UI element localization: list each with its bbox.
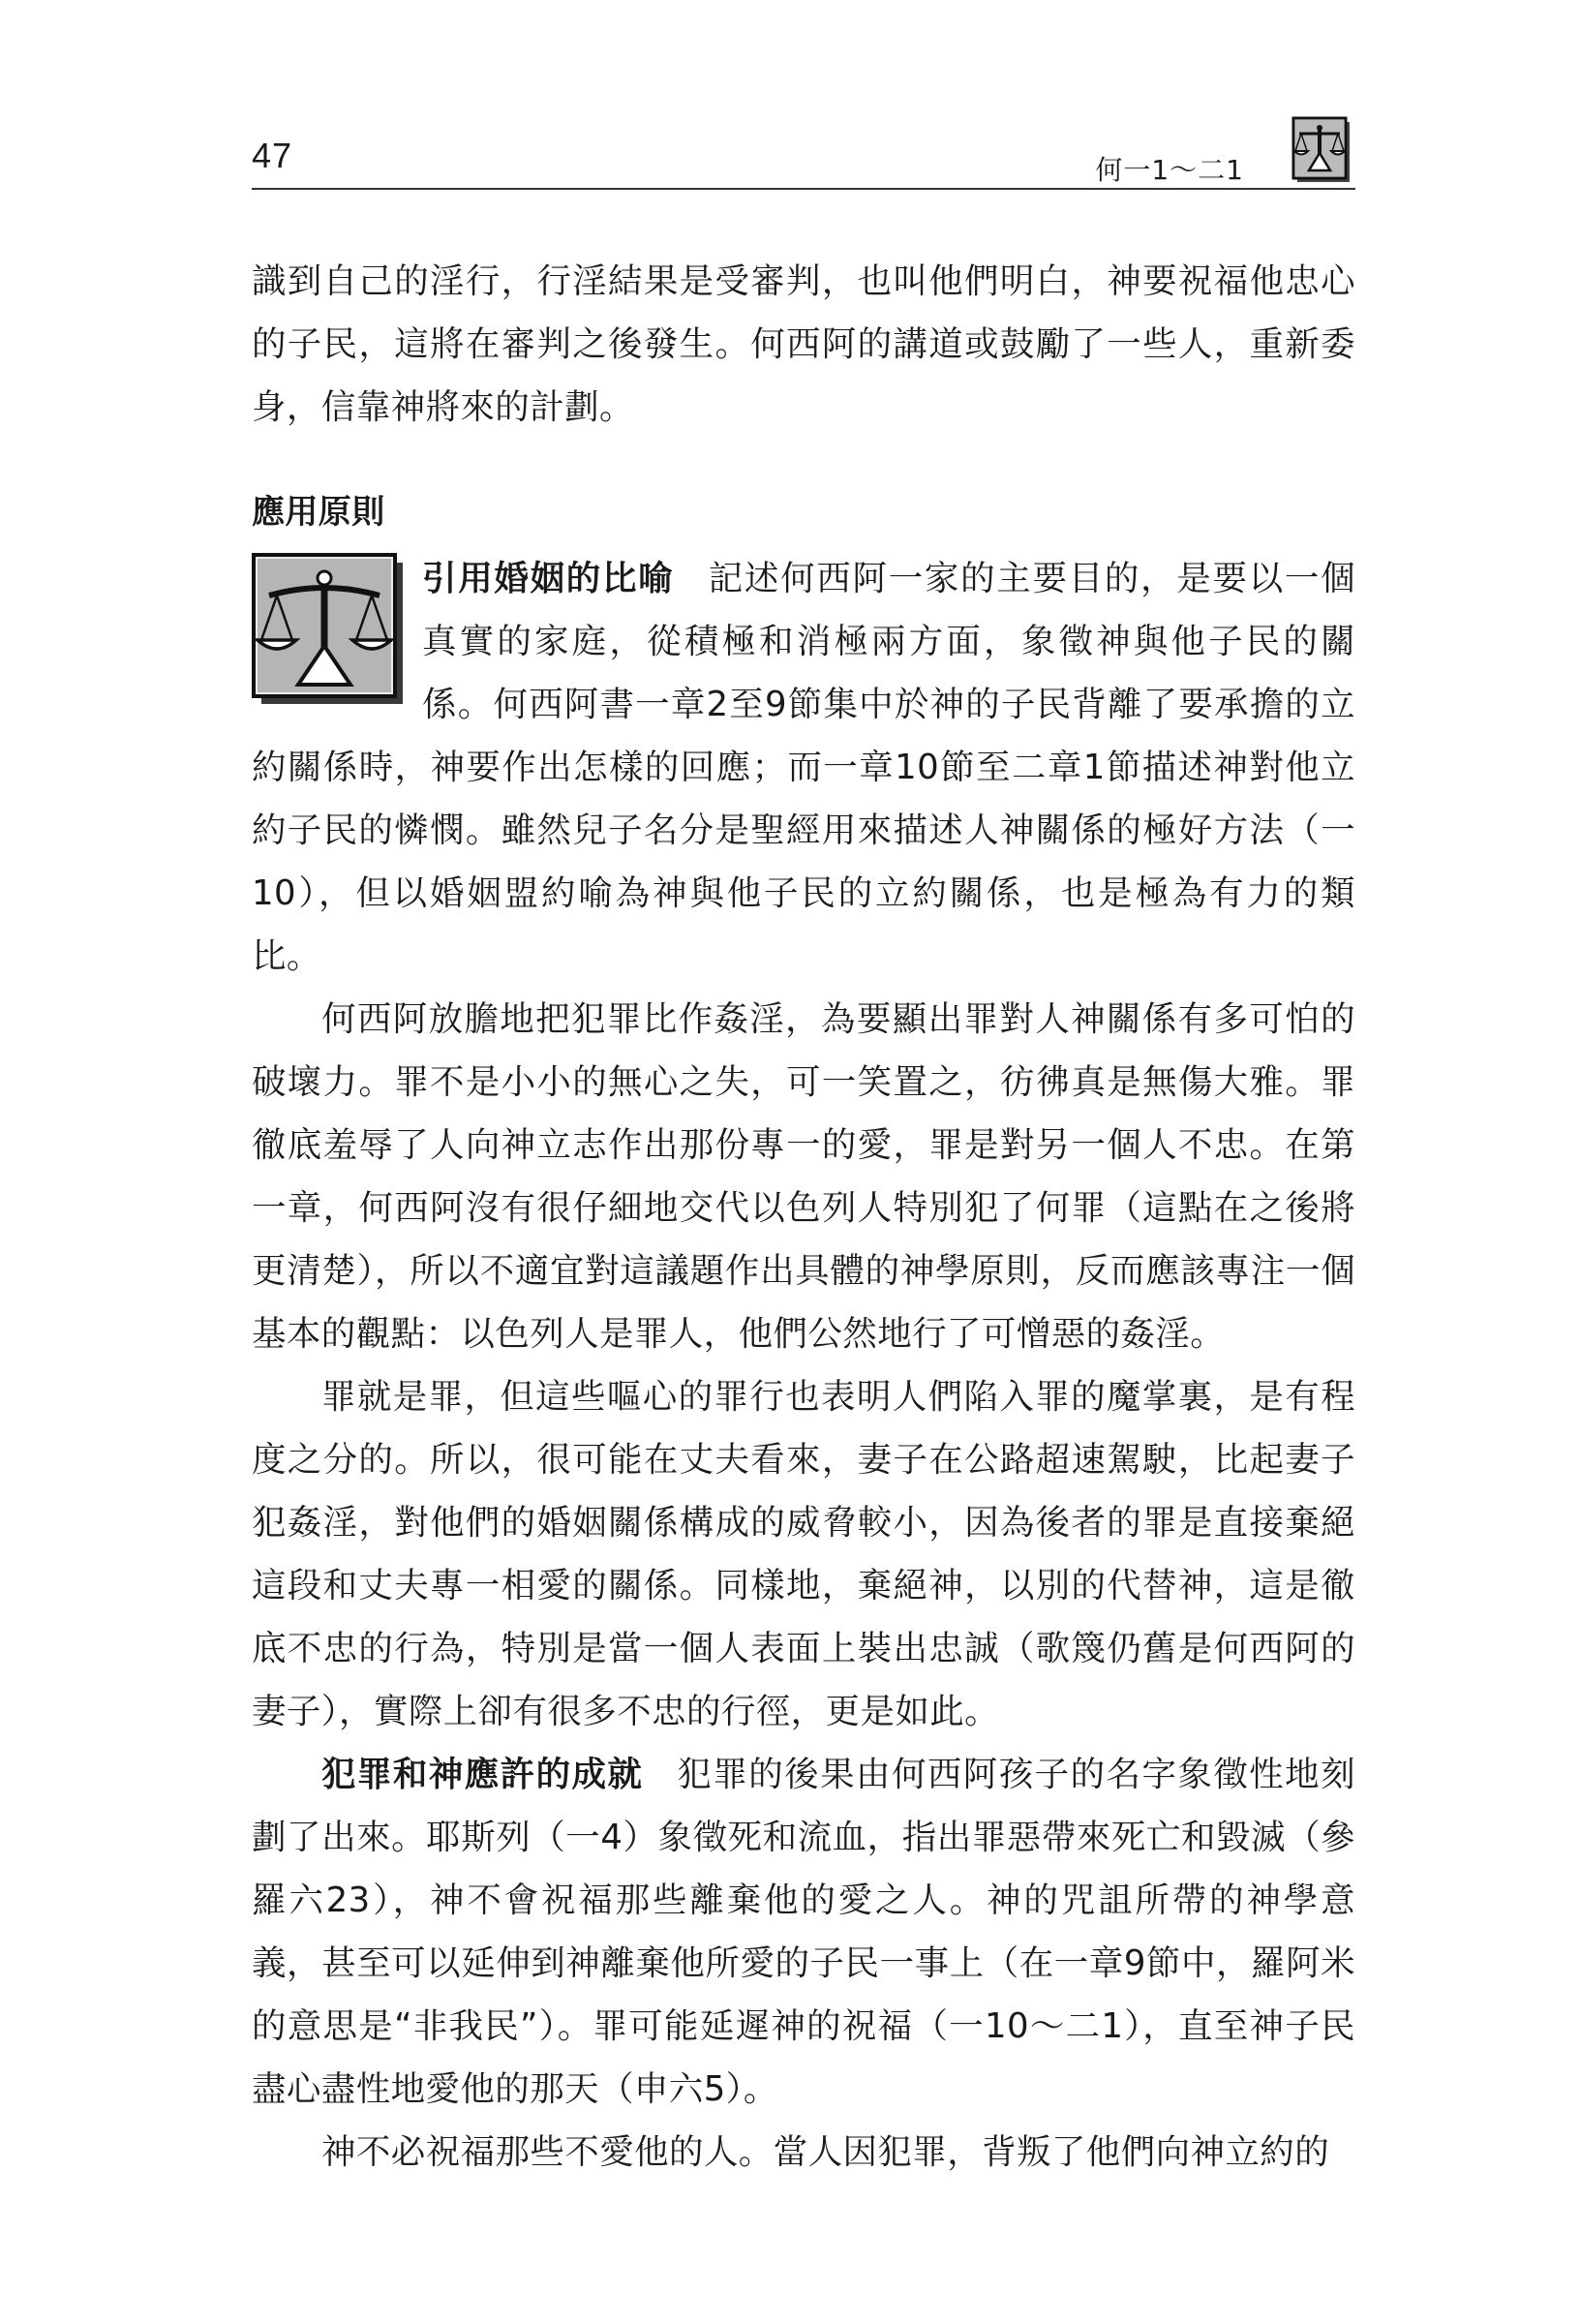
paragraph: 罪就是罪，但這些嘔心的罪行也表明人們陷入罪的魔掌裏，是有程度之分的。所以，很可能在丈夫看來，妻子在公路超速駕駛，比起妻子犯姦淫，對他們的婚姻關係構成的威脅較小，因為後者的罪是直接棄絕這段和丈夫專一相愛的關係。同樣地，棄絕神，以別的代替神，這是徹底不忠的行為，特別是當一個人表面上裝出忠誠（歌篾仍舊是何西阿的妻子），實際上卻有很多不忠的行徑，更是如此。 (252, 1377, 1355, 1731)
paragraph-lead-in: 引用婚姻的比喻 (422, 559, 675, 598)
paragraph: 神不必祝福那些不愛他的人。當人因犯罪，背叛了他們向神立約的 (321, 2132, 1330, 2172)
paragraph-lead-in: 犯罪和神應許的成就 (321, 1755, 644, 1794)
paragraph-text: 犯罪的後果由何西阿孩子的名字象徵性地刻劃了出來。耶斯列（一4）象徵死和流血，指出罪惡帶來死亡和毀滅（參羅六23），神不會祝福那些離棄他的愛之人。神的咒詛所帶的神學意義，甚至可以延伸到神離棄他所愛的子民一事上（在一章9節中，羅阿米的意思是“非我民”）。罪可能延遲神的祝福（一10～二1），直至神子民盡心盡性地愛他的那天（申六5）。 (252, 1755, 1355, 2109)
section-title: 應用原則 (252, 493, 385, 532)
paragraph-with-lead (252, 1743, 1355, 2121)
paragraph: 何西阿放膽地把犯罪比作姦淫，為要顯出罪對人神關係有多可怕的破壞力。罪不是小小的無心之失，可一笑置之，彷彿真是無傷大雅。罪徹底羞辱了人向神立志作出那份專一的愛，罪是對另一個人不忠。在第一章，何西阿沒有很仔細地交代以色列人特別犯了何罪（這點在之後將更清楚），所以不適宜對這議題作出具體的神學原則，反而應該專注一個基本的觀點：以色列人是罪人，他們公然地行了可憎惡的姦淫。 (252, 999, 1355, 1354)
paragraph-with-icon (252, 547, 1355, 988)
header-divider (252, 188, 1355, 190)
paragraph: 識到自己的淫行，行淫結果是受審判，也叫他們明白，神要祝福他忠心的子民，這將在審判之後發生。何西阿的講道或鼓勵了一些人，重新委身，信靠神將來的計劃。 (252, 261, 1355, 427)
page-number: 47 (252, 136, 293, 175)
running-head: 何一1～二1 (1095, 154, 1244, 186)
scales-icon (1291, 114, 1353, 186)
paragraph-text: 記述何西阿一家的主要目的，是要以一個真實的家庭，從積極和消極兩方面，象徵神與他子民的關係。何西阿書一章2至9節集中於神的子民背離了要承擔的立約關係時，神要作出怎樣的回應；而一章10節至二章1節描述神對他立約子民的憐憫。雖然兒子名分是聖經用來描述人神關係的極好方法（一10），但以婚姻盟約喻為神與他子民的立約關係，也是極為有力的類比。 (252, 559, 1355, 976)
page-body (252, 250, 1355, 2184)
scales-icon (252, 553, 405, 706)
page-header (252, 134, 1355, 192)
